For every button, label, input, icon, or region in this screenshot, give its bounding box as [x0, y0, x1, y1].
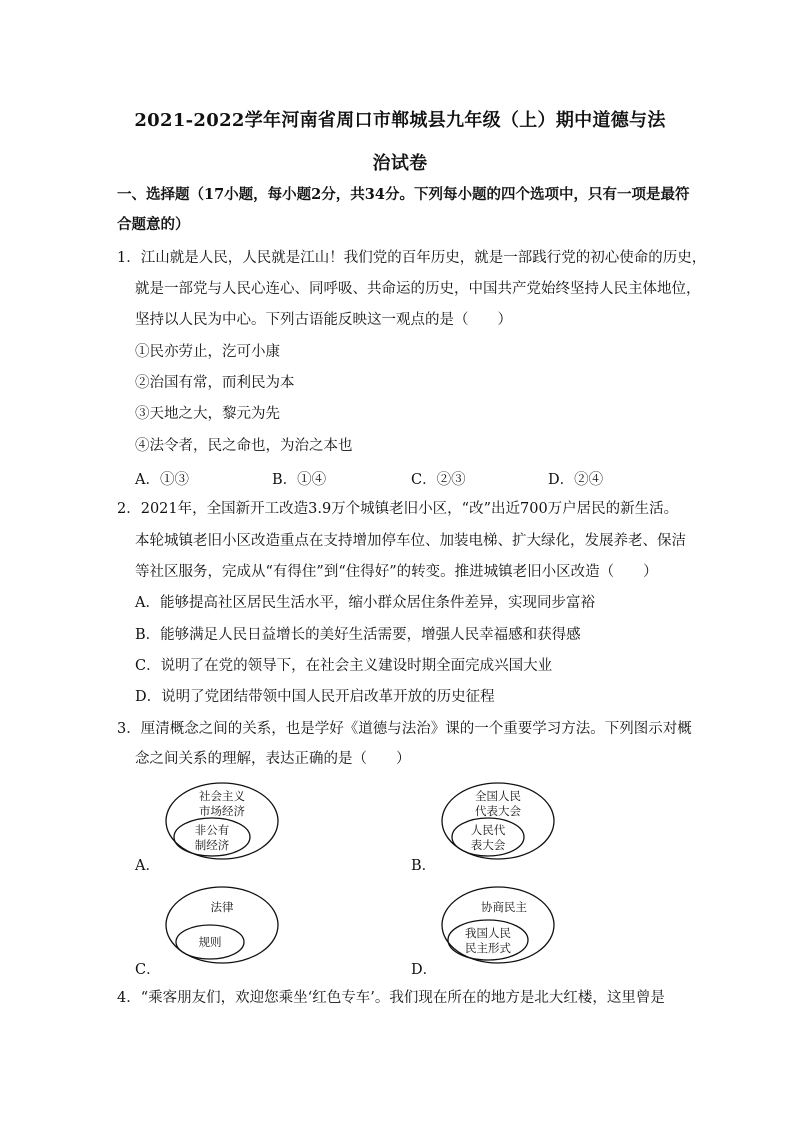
inner-label-2: 民主形式 [465, 941, 511, 955]
q2-option-d: D．说明了党团结带领中国人民开启改革开放的历史征程 [135, 689, 495, 705]
outer-label-1: 法律 [210, 900, 234, 914]
inner-label-1: 规则 [198, 935, 222, 949]
q2-stem-line1: 2．2021年，全国新开工改造3.9万个城镇老旧小区，“改”出近700万户居民的新生活。 [117, 501, 679, 517]
exam-title-line2: 治试卷 [372, 153, 428, 174]
section-heading: 一、选择题（17小题，每小题2分，共34分。下列每小题的四个选项中，只有一项是最符 [117, 186, 690, 203]
q1-item-2: ②治国有常，而利民为本 [135, 375, 295, 391]
q3-diagram-a [158, 780, 288, 862]
q3-stem-line2: 念之间关系的理解，表达正确的是（ ） [135, 751, 411, 767]
q2-stem-line2: 本轮城镇老旧小区改造重点在支持增加停车位、加装电梯、扩大绿化，发展养老、保洁 [135, 533, 686, 549]
q2-option-b: B．能够满足人民日益增长的美好生活需要，增强人民幸福感和获得感 [135, 627, 581, 643]
inner-label-1: 人民代 [470, 823, 506, 837]
q3-diagram-b [434, 780, 564, 862]
q3-diagram-c [158, 884, 288, 966]
inner-label-2: 表大会 [470, 838, 506, 852]
q1-option-d: D．②④ [548, 472, 604, 488]
outer-label-1: 社会主义 [199, 789, 245, 803]
outer-label-1: 全国人民 [475, 789, 521, 803]
inner-label-2: 制经济 [194, 838, 230, 852]
q1-option-c: C．②③ [411, 472, 466, 488]
q2-option-c: C．说明了在党的领导下，在社会主义建设时期全面完成兴国大业 [135, 658, 553, 674]
inner-label-1: 非公有 [194, 823, 230, 837]
outer-label-1: 协商民主 [481, 900, 527, 914]
q3-option-d-label: D． [411, 962, 438, 978]
q2-stem-line3: 等社区服务，完成从“有得住”到“住得好”的转变。推进城镇老旧小区改造（ ） [135, 564, 658, 580]
q1-stem-line3: 坚持以人民为中心。下列古语能反映这一观点的是（ ） [135, 312, 512, 328]
q1-item-1: ①民亦劳止，汔可小康 [135, 344, 280, 360]
outer-label-2: 市场经济 [199, 804, 245, 818]
q2-option-a: A．能够提高社区居民生活水平，缩小群众居住条件差异，实现同步富裕 [135, 595, 595, 611]
q1-item-3: ③天地之大，黎元为先 [135, 406, 280, 422]
outer-label-2: 代表大会 [475, 804, 521, 818]
q1-item-4: ④法令者，民之命也，为治之本也 [135, 438, 353, 454]
q3-option-a-label: A． [135, 858, 160, 874]
q1-stem-line2: 就是一部党与人民心连心、同呼吸、共命运的历史，中国共产党始终坚持人民主体地位， [135, 281, 701, 297]
inner-label-1: 我国人民 [465, 926, 511, 940]
exam-title-line1: 2021-2022学年河南省周口市郸城县九年级（上）期中道德与法 [134, 110, 666, 131]
q1-option-b: B．①④ [272, 472, 327, 488]
section-heading-cont: 合题意的） [117, 216, 190, 233]
q3-option-b-label: B． [411, 858, 437, 874]
q1-stem-line1: 1．江山就是人民，人民就是江山！我们党的百年历史，就是一部践行党的初心使命的历史， [117, 250, 707, 266]
q3-diagram-d [434, 884, 564, 966]
q3-option-c-label: C． [135, 962, 161, 978]
q3-stem-line1: 3．厘清概念之间的关系，也是学好《道德与法治》课的一个重要学习方法。下列图示对概 [117, 721, 692, 737]
q4-stem-line1: 4．“乘客朋友们，欢迎您乘坐‘红色专车’。我们现在所在的地方是北大红楼，这里曾是 [117, 990, 665, 1006]
q1-option-a: A．①③ [135, 472, 189, 488]
